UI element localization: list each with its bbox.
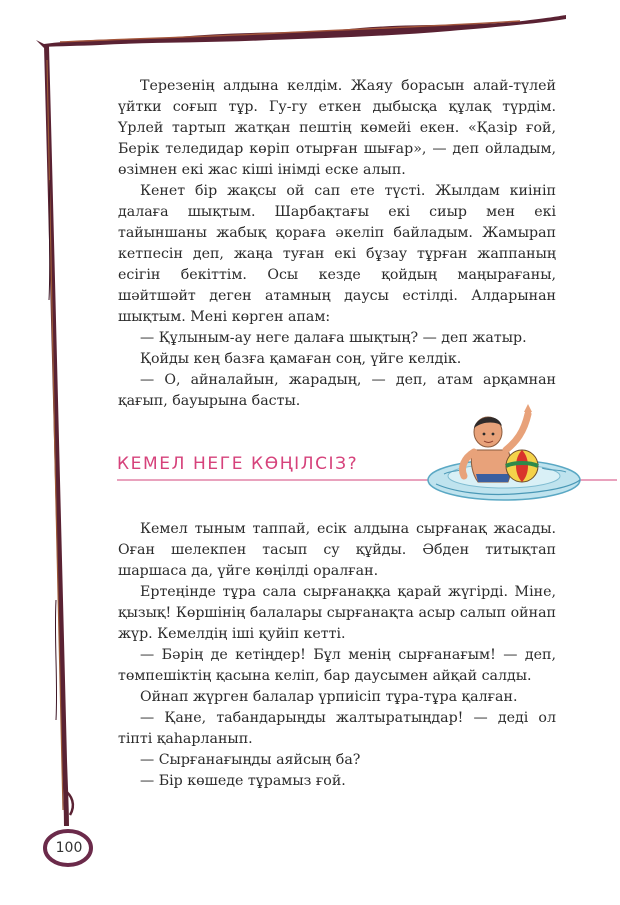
dialog-line: — Бәрің де кетіңдер! Бұл менің сырғанағым! — деп, төмпешіктің қасына келіп, бар даусымен айқай салды. — [118, 647, 556, 684]
paragraph: Терезенің алдына келдім. Жаяу борасын алай-түлей үйтки соғып тұр. Гу-гу еткен дыбысқа құлақ түрдім. Үрлей тартып жатқан пештің көмейі екен. «Қазір ғой, Берік теледидар көріп отырған шығар», — деп ойладым, өзімнен екі жас кіші інімді еске алып. — [118, 78, 556, 178]
paragraph: Қойды кең базға қамаған соң, үйге келдік. — [140, 351, 462, 367]
paragraph: Кемел тыным таппай, есік алдына сырғанақ жасады. Оған шелекпен тасып су құйды. Әбден титықтап шаршаса да, үйге көңілді оралған. — [118, 521, 556, 579]
page-number: 100 — [55, 840, 83, 856]
dialog-line: — Сырғанағыңды аяйсың ба? — [140, 752, 361, 768]
paragraph: Ойнап жүрген балалар үрпиісіп тұра-тұра қалған. — [140, 689, 518, 705]
paragraph: Ертеңінде тұра сала сырғанаққа қарай жүгірді. Міне, қызық! Көршінің балалары сырғанақта асыр салып ойнап жүр. Кемелдің іші қуйіп кетті. — [118, 584, 556, 642]
story-text-block-1 — [118, 76, 556, 412]
paragraph: Кенет бір жақсы ой сап ете түсті. Жылдам киініп далаға шықтым. Шарбақтағы екі сиыр мен екі тайыншаны жабық қораға әкеліп байладым. Жамырап кетпесін деп, жаңа туған екі бұзау тұрған жаппаның есігін бекіттім. Осы кезде қойдың маңырағаны, шәйтшәйт деген атамның даусы естілді. Алдарынан шықтым. Мені көрген апам: — [118, 183, 556, 325]
dialog-line: — Бір көшеде тұрамыз ғой. — [140, 773, 346, 789]
dialog-line: — Құлыным-ау неге далаға шықтың? — деп жатыр. — [140, 330, 527, 346]
section-title: КЕМЕЛ НЕГЕ КӨҢІЛСІЗ? — [117, 454, 359, 474]
dialog-line: — О, айналайын, жарадың, — деп, атам арқамнан қағып, бауырына басты. — [118, 372, 556, 409]
story-text-block-2 — [118, 519, 556, 792]
boy-swimming-with-ball-illustration — [424, 392, 592, 504]
dialog-line: — Қане, табандарыңды жалтыратыңдар! — деді ол тіпті қаһарланып. — [118, 710, 556, 747]
